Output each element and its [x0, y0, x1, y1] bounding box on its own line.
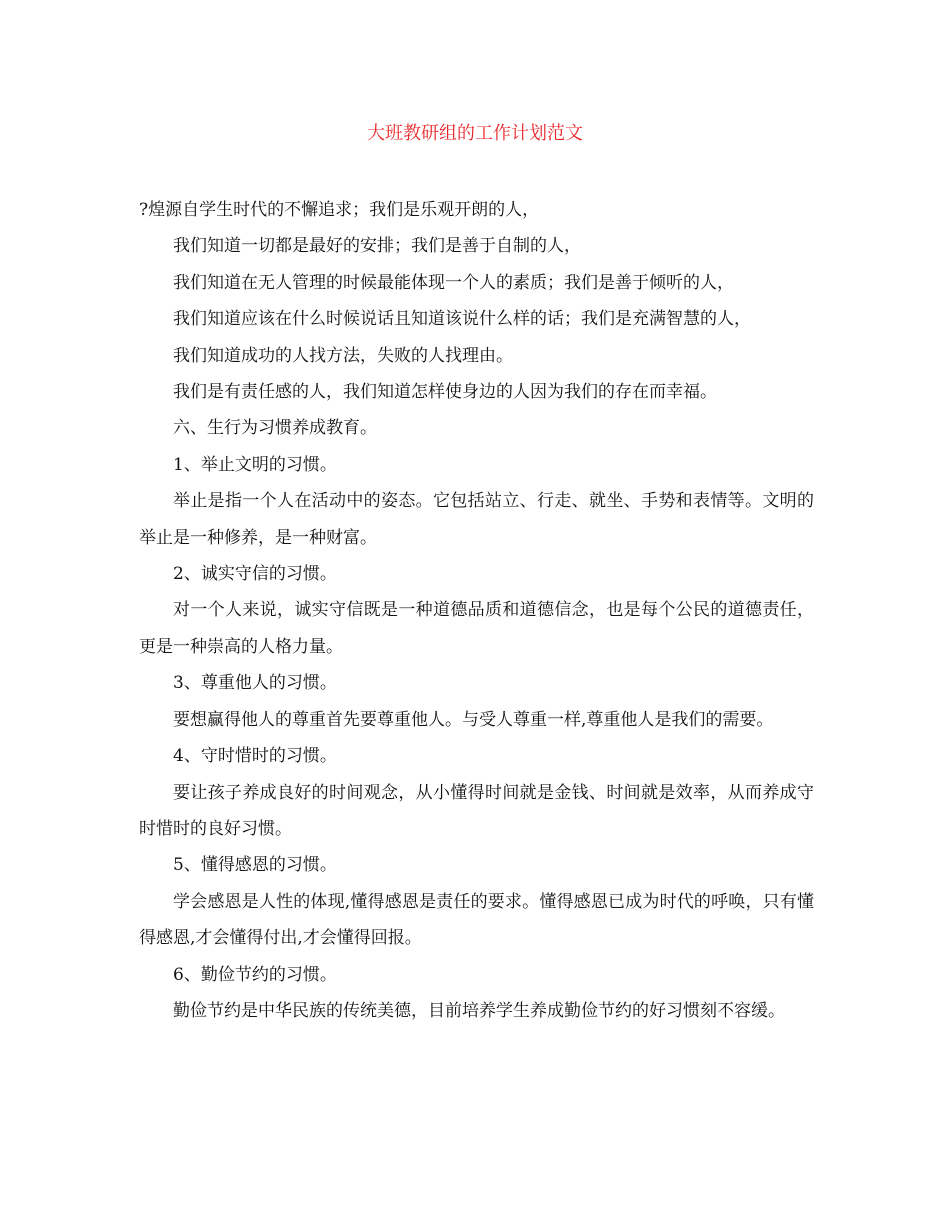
paragraph: 我们知道在无人管理的时候最能体现一个人的素质；我们是善于倾听的人，	[173, 272, 734, 293]
paragraph: 我们知道一切都是最好的安排；我们是善于自制的人，	[173, 236, 581, 257]
paragraph: 对一个人来说，诚实守信既是一种道德品质和道德信念，也是每个公民的道德责任，更是一种崇高的人格力量。	[139, 600, 814, 657]
habit-heading: 4、守时惜时的习惯。	[173, 746, 337, 767]
paragraph: 要想赢得他人的尊重首先要尊重他人。与受人尊重一样,尊重他人是我们的需要。	[173, 709, 774, 730]
paragraph: 我们是有责任感的人，我们知道怎样使身边的人因为我们的存在而幸福。	[173, 382, 717, 403]
habit-heading: 2、诚实守信的习惯。	[173, 564, 337, 585]
paragraph: 要让孩子养成良好的时间观念，从小懂得时间就是金钱、时间就是效率，从而养成守时惜时的良好习惯。	[139, 782, 814, 839]
document-title: 大班教研组的工作计划范文	[367, 123, 583, 144]
paragraph: 我们知道成功的人找方法，失败的人找理由。	[173, 345, 513, 366]
habit-heading: 5、懂得感恩的习惯。	[173, 855, 337, 876]
paragraph: 举止是指一个人在活动中的姿态。它包括站立、行走、就坐、手势和表情等。文明的举止是一种修养，是一种财富。	[139, 491, 814, 548]
habit-heading: 6、勤俭节约的习惯。	[173, 964, 337, 985]
paragraph: 勤俭节约是中华民族的传统美德，目前培养学生养成勤俭节约的好习惯刻不容缓。	[173, 1000, 785, 1021]
habit-heading: 1、举止文明的习惯。	[173, 454, 337, 475]
paragraph: 我们知道应该在什么时候说话且知道该说什么样的话；我们是充满智慧的人，	[173, 309, 751, 330]
document-body	[139, 192, 814, 1029]
paragraph: ?煌源自学生时代的不懈追求；我们是乐观开朗的人，	[139, 200, 540, 220]
section-heading: 六、生行为习惯养成教育。	[173, 418, 377, 439]
habit-heading: 3、尊重他人的习惯。	[173, 673, 337, 694]
paragraph: 学会感恩是人性的体现,懂得感恩是责任的要求。懂得感恩已成为时代的呼唤，只有懂得感恩,才会懂得付出,才会懂得回报。	[139, 891, 814, 949]
